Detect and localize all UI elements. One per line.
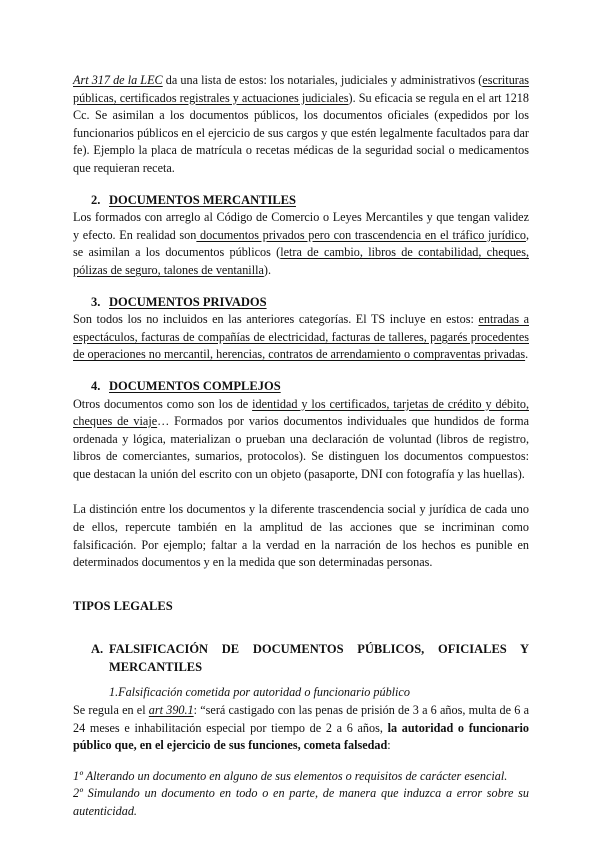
section-title: DOCUMENTOS MERCANTILES	[109, 192, 296, 207]
text: Los formados con arreglo al Código de Comercio o Leyes Mercantiles y que tengan validez y efecto. En realidad son	[73, 210, 529, 242]
section-title: DOCUMENTOS PRIVADOS	[109, 294, 267, 309]
section-heading-mercantiles	[73, 192, 529, 210]
section-heading-complejos	[73, 378, 529, 396]
text: Son todos los no incluidos en las anteriores categorías. El TS incluye en estos:	[73, 312, 479, 327]
list-item-1: 1º Alterando un documento en alguno de sus elementos o requisitos de carácter esencial.	[73, 768, 508, 783]
underlined-text: letra de cambio, libros de contabilidad, cheques, pólizas de seguro, talones de ventanilla	[73, 245, 529, 277]
law-reference: Art 317 de la LEC	[73, 73, 163, 87]
paragraph-complejos	[73, 396, 529, 484]
underlined-text: entradas a espectáculos, facturas de compañías de electricidad, facturas de talleres, pagarés procedentes de operaciones no mercantil, herencias, contratos de arrendamiento o compraventas privadas	[73, 312, 529, 362]
list-item-2: 2º Simulando un documento en todo o en parte, de manera que induzca a error sobre su autenticidad.	[73, 786, 529, 818]
text: da una lista de estos: los notariales, judiciales y administrativos (	[162, 73, 483, 87]
text: ).	[263, 262, 271, 277]
section-heading-privados	[73, 294, 529, 312]
section-number: 3.	[91, 294, 101, 309]
text: ). Su eficacia se regula en el art 1218 Cc. Se asimilan a los documentos públicos, los documentos oficiales (expedidos por los funcionarios públicos en el ejercicio de sus cargos y que estén legalmente facultados para dar fe). Ejemplo la placa de matrícula o recetas médicas de la seguridad social o medicamentos que requieran receta.	[73, 90, 529, 175]
underlined-text: escrituras públicas, certificados registrales y actuaciones judiciales	[73, 73, 529, 105]
text: .	[525, 347, 529, 362]
text: :	[387, 738, 391, 753]
document-page	[73, 72, 529, 821]
paragraph-distincion: La distinción entre los documentos y la diferente trascendencia social y jurídica de cada uno de ellos, repercute también en la amplitud de las acciones que se incriminan como falsificación. Por ejemplo; faltar a la verdad en la narración de los hechos es punible en determinados documentos y en la medida que son determinadas personas.	[73, 502, 529, 570]
section-title: FALSIFICACIÓN DE DOCUMENTOS PÚBLICOS, OFICIALES Y MERCANTILES	[109, 642, 529, 674]
paragraph-art-390	[73, 702, 529, 755]
section-letter: A.	[91, 642, 104, 657]
text: Otros documentos como son los de	[73, 396, 253, 411]
paragraph-privados	[73, 311, 529, 364]
underlined-text: identidad y los certificados, tarjetas de crédito y débito, cheques de viaje	[73, 396, 529, 429]
heading-tipos-legales: TIPOS LEGALES	[73, 598, 173, 613]
subheading-falsificacion-autoridad: 1.Falsificación cometida por autoridad o funcionario público	[109, 685, 410, 700]
section-title: DOCUMENTOS COMPLEJOS	[109, 378, 281, 393]
paragraph-mercantiles	[73, 209, 529, 279]
paragraph-public-documents	[73, 72, 529, 178]
law-reference: art 390.1	[148, 703, 194, 718]
bold-text: la autoridad o funcionario público que, en el ejercicio de sus funciones, cometa falsedad	[73, 720, 529, 753]
text: … Formados por varios documentos individuales que hundidos de forma ordenada y lógica, materializan o prueban una declaración de voluntad (libros de registro, libros de comerciantes, sumarios, protocolos). Se distinguen los documentos compuestos: que destacan la unión del escrito con un objeto (pasaporte, DNI con fotografía y las huellas).	[73, 414, 529, 481]
section-number: 4.	[91, 378, 101, 393]
section-number: 2.	[91, 192, 101, 207]
text: : “será castigado con las penas de prisión de 3 a 6 años, multa de 6 a 24 meses e inhabilitación especial por tiempo de 2 a 6 años,	[73, 703, 529, 735]
text: , se asimilan a los documentos públicos (	[73, 227, 529, 260]
text: Se regula en el	[73, 703, 149, 718]
underlined-text: documentos privados pero con trascendencia en el tráfico jurídico	[196, 227, 526, 242]
section-heading-falsificacion	[73, 641, 529, 676]
